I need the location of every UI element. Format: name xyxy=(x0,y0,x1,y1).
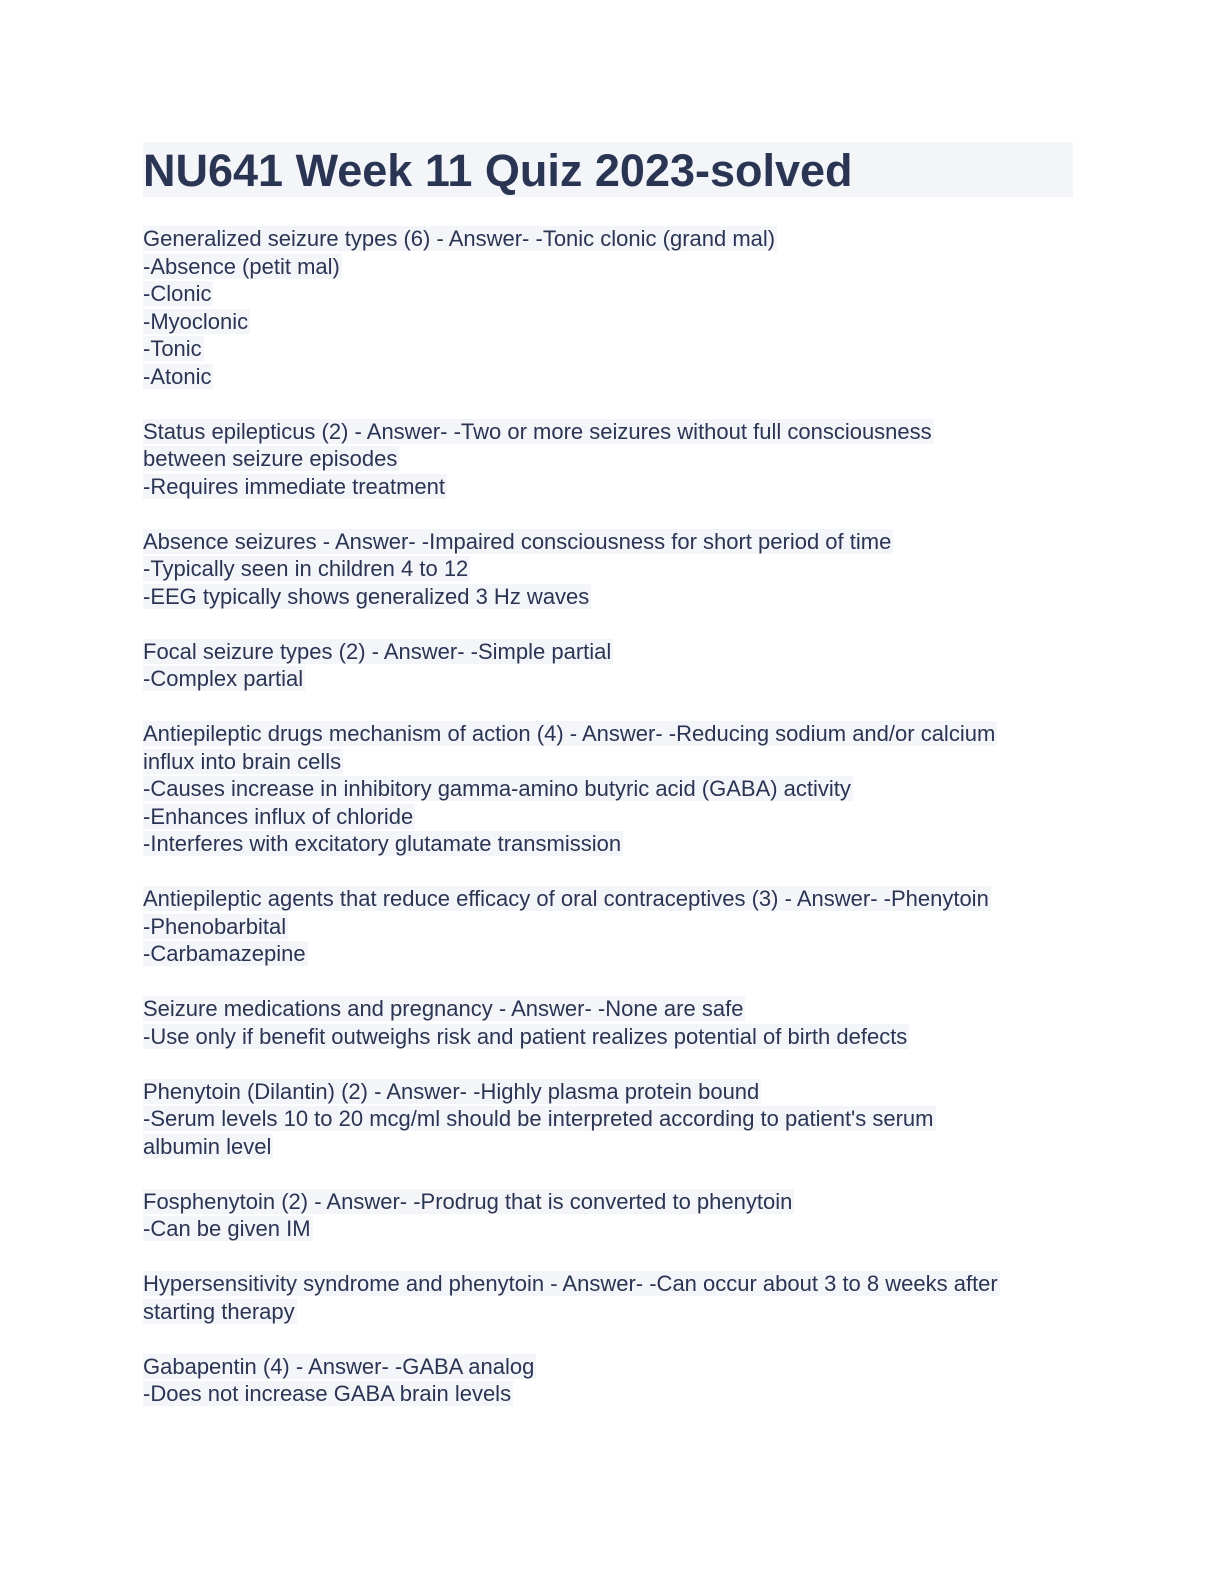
qa-item xyxy=(143,418,1073,501)
qa-answer-line xyxy=(143,1023,1073,1051)
qa-question-line xyxy=(143,1353,1073,1381)
qa-answer-line xyxy=(143,1133,1073,1161)
qa-item xyxy=(143,528,1073,611)
document-page xyxy=(143,142,1073,1435)
line-text: -Serum levels 10 to 20 mcg/ml should be interpreted according to patient's serum xyxy=(143,1106,934,1131)
qa-answer-line xyxy=(143,940,1073,968)
line-text: -Use only if benefit outweighs risk and patient realizes potential of birth defects xyxy=(143,1023,908,1049)
line-text: -EEG typically shows generalized 3 Hz waves xyxy=(143,583,590,609)
line-text: -Requires immediate treatment xyxy=(143,473,446,499)
qa-item xyxy=(143,885,1073,968)
qa-item xyxy=(143,225,1073,390)
qa-answer-line xyxy=(143,335,1073,363)
qa-answer-line xyxy=(143,665,1073,693)
qa-item xyxy=(143,995,1073,1050)
qa-answer-line xyxy=(143,1215,1073,1243)
line-text: influx into brain cells xyxy=(143,748,342,774)
line-text: Phenytoin (Dilantin) (2) - Answer- -Highly plasma protein bound xyxy=(143,1078,760,1104)
qa-question-line xyxy=(143,995,1073,1023)
qa-question-line xyxy=(143,528,1073,556)
line-text: -Does not increase GABA brain levels xyxy=(143,1381,512,1406)
qa-item xyxy=(143,1353,1073,1408)
qa-answer-line xyxy=(143,1380,1073,1408)
line-text: -Interferes with excitatory glutamate transmission xyxy=(143,831,622,856)
qa-question-line xyxy=(143,1078,1073,1106)
document-title: NU641 Week 11 Quiz 2023-solved xyxy=(143,142,1073,197)
line-text: Fosphenytoin (2) - Answer- -Prodrug that is converted to phenytoin xyxy=(143,1188,793,1214)
qa-answer-line xyxy=(143,830,1073,858)
qa-question-line xyxy=(143,225,1073,253)
line-text: Generalized seizure types (6) - Answer- -Tonic clonic (grand mal) xyxy=(143,226,776,251)
qa-item xyxy=(143,1270,1073,1325)
line-text: -Typically seen in children 4 to 12 xyxy=(143,556,469,581)
line-text: Gabapentin (4) - Answer- -GABA analog xyxy=(143,1353,535,1379)
line-text: between seizure episodes xyxy=(143,446,398,471)
line-text: -Phenobarbital xyxy=(143,913,287,939)
line-text: Antiepileptic agents that reduce efficacy of oral contraceptives (3) - Answer- -Phenytoin xyxy=(143,886,989,911)
qa-answer-line xyxy=(143,748,1073,776)
qa-question-line xyxy=(143,720,1073,748)
qa-list xyxy=(143,225,1073,1408)
qa-answer-line xyxy=(143,308,1073,336)
qa-answer-line xyxy=(143,473,1073,501)
line-text: -Causes increase in inhibitory gamma-amino butyric acid (GABA) activity xyxy=(143,776,851,801)
line-text: Focal seizure types (2) - Answer- -Simple partial xyxy=(143,638,612,664)
qa-answer-line xyxy=(143,583,1073,611)
qa-item xyxy=(143,1188,1073,1243)
line-text: Status epilepticus (2) - Answer- -Two or more seizures without full consciousness xyxy=(143,418,932,444)
qa-item xyxy=(143,720,1073,858)
line-text: -Complex partial xyxy=(143,666,304,691)
line-text: Absence seizures - Answer- -Impaired consciousness for short period of time xyxy=(143,528,892,554)
line-text: Hypersensitivity syndrome and phenytoin - Answer- -Can occur about 3 to 8 weeks after xyxy=(143,1271,998,1296)
qa-question-line xyxy=(143,638,1073,666)
line-text: -Tonic xyxy=(143,336,202,361)
qa-answer-line xyxy=(143,775,1073,803)
line-text: -Atonic xyxy=(143,363,212,389)
qa-answer-line xyxy=(143,555,1073,583)
qa-answer-line xyxy=(143,445,1073,473)
line-text: -Absence (petit mal) xyxy=(143,253,340,279)
qa-question-line xyxy=(143,1188,1073,1216)
qa-question-line xyxy=(143,885,1073,913)
line-text: -Can be given IM xyxy=(143,1216,311,1241)
line-text: -Enhances influx of chloride xyxy=(143,803,414,829)
qa-item xyxy=(143,1078,1073,1161)
line-text: Antiepileptic drugs mechanism of action (4) - Answer- -Reducing sodium and/or calcium xyxy=(143,721,996,746)
line-text: -Carbamazepine xyxy=(143,941,306,966)
qa-item xyxy=(143,638,1073,693)
qa-answer-line xyxy=(143,1105,1073,1133)
qa-answer-line xyxy=(143,280,1073,308)
qa-answer-line xyxy=(143,253,1073,281)
qa-question-line xyxy=(143,418,1073,446)
qa-answer-line xyxy=(143,1298,1073,1326)
line-text: Seizure medications and pregnancy - Answer- -None are safe xyxy=(143,996,744,1021)
line-text: -Myoclonic xyxy=(143,308,249,334)
qa-question-line xyxy=(143,1270,1073,1298)
qa-answer-line xyxy=(143,913,1073,941)
line-text: -Clonic xyxy=(143,281,212,306)
qa-answer-line xyxy=(143,363,1073,391)
qa-answer-line xyxy=(143,803,1073,831)
line-text: starting therapy xyxy=(143,1298,295,1324)
line-text: albumin level xyxy=(143,1133,272,1159)
